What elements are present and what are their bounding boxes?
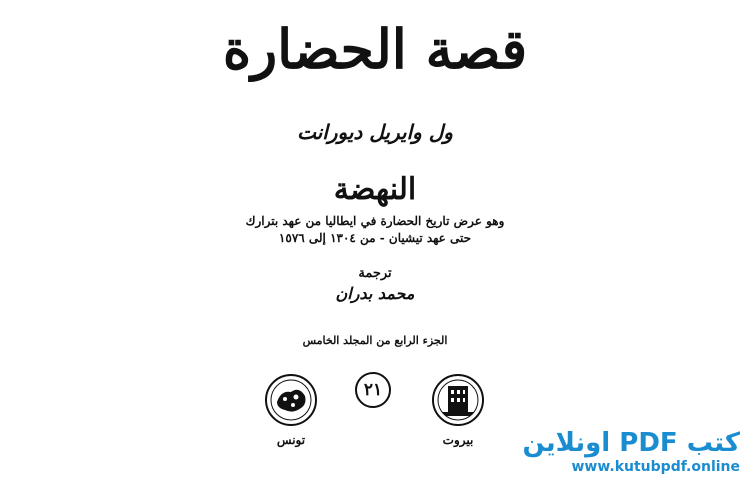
translation-label: ترجمة (358, 266, 392, 281)
volume-number-badge: ٢١ (355, 372, 391, 408)
subtitle-line-2: حتى عهد تيشيان - من ١٣٠٤ إلى ١٥٧٦ (278, 231, 472, 245)
main-title: قصة الحضارة (222, 17, 528, 81)
watermark-url: www.kutubpdf.online (571, 459, 740, 475)
authors: ول وايريل ديورانت (297, 120, 453, 144)
site-watermark (522, 428, 740, 476)
publisher-right-label: بيروت (442, 433, 474, 447)
translator-name: محمد بدران (335, 284, 415, 303)
publisher-left-label: تونس (276, 433, 306, 447)
subtitle-line-1: وهو عرض تاريخ الحضارة في ايطاليا من عهد بترارك (245, 214, 505, 228)
beirut-emblem-icon (430, 372, 486, 432)
part-info: الجزء الرابع من المجلد الخامس (302, 334, 448, 347)
volume-title: النهضة (333, 172, 417, 207)
watermark-brand: كتب PDF اونلاين (522, 428, 740, 458)
tunis-emblem-icon (263, 372, 319, 432)
